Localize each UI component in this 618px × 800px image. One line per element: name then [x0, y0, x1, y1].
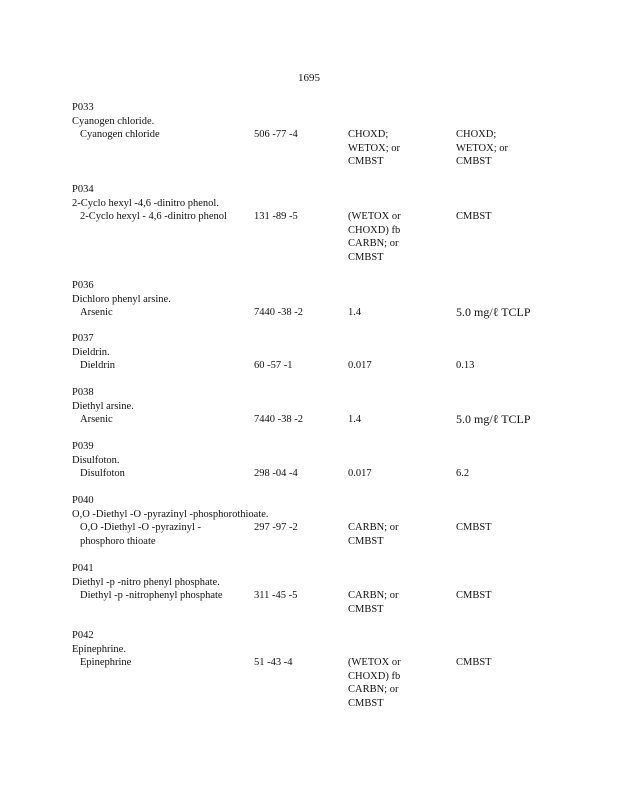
wastewater-standard: CARBN; or CMBST — [348, 590, 399, 615]
wastewater-standard: CHOXD; WETOX; or CMBST — [348, 129, 401, 167]
waste-name: Dieldrin. — [72, 346, 110, 358]
cas-number: 506 -77 -4 — [254, 129, 298, 140]
waste-name: 2-Cyclo hexyl -4,6 -dinitro phenol. — [72, 197, 219, 209]
wastewater-standard: (WETOX or CHOXD) fb CARBN; or CMBST — [348, 657, 401, 709]
waste-name: Epinephrine. — [72, 643, 126, 655]
cas-number: 298 -04 -4 — [254, 468, 298, 479]
nonwastewater-standard: CMBST — [456, 211, 492, 222]
cas-number: 311 -45 -5 — [254, 590, 298, 601]
page-number: 1695 — [298, 72, 320, 84]
waste-name: Cyanogen chloride. — [72, 115, 155, 127]
constituent-name: Epinephrine — [80, 657, 132, 668]
wastewater-standard: 0.017 — [348, 360, 372, 371]
waste-code: P037 — [72, 333, 94, 344]
wastewater-standard: CARBN; or CMBST — [348, 522, 399, 547]
nonwastewater-standard: CMBST — [456, 590, 492, 601]
entry-p036 — [72, 279, 572, 320]
waste-name: Disulfoton. — [72, 454, 120, 466]
entry-p040 — [72, 494, 572, 547]
constituent-name: O,O -Diethyl -O -pyrazinyl - phosphoro thioate — [80, 522, 202, 547]
waste-code: P041 — [72, 563, 94, 574]
waste-name: Dichloro phenyl arsine. — [72, 293, 171, 305]
entry-p034 — [72, 183, 572, 263]
wastewater-standard: 1.4 — [348, 307, 362, 318]
nonwastewater-standard: CHOXD; WETOX; or CMBST — [456, 129, 509, 167]
cas-number: 297 -97 -2 — [254, 522, 298, 533]
entry-p037 — [72, 332, 572, 373]
cas-number: 60 -57 -1 — [254, 360, 293, 371]
wastewater-standard: 0.017 — [348, 468, 372, 479]
waste-name: Diethyl -p -nitro phenyl phosphate. — [72, 576, 220, 588]
constituent-name: Cyanogen chloride — [80, 129, 160, 140]
nonwastewater-standard: 5.0 mg/ℓ TCLP — [456, 305, 531, 319]
constituent-name: 2-Cyclo hexyl - 4,6 -dinitro phenol — [80, 211, 227, 222]
cas-number: 7440 -38 -2 — [254, 414, 303, 425]
constituent-name: Dieldrin — [80, 360, 115, 371]
cas-number: 51 -43 -4 — [254, 657, 293, 668]
waste-code: P038 — [72, 387, 94, 398]
cas-number: 7440 -38 -2 — [254, 307, 303, 318]
nonwastewater-standard: CMBST — [456, 657, 492, 668]
cas-number: 131 -89 -5 — [254, 211, 298, 222]
constituent-name: Arsenic — [80, 307, 113, 318]
wastewater-standard: 1.4 — [348, 414, 362, 425]
entry-p041 — [72, 562, 572, 615]
constituent-name: Arsenic — [80, 414, 113, 425]
entry-p033 — [72, 101, 572, 167]
nonwastewater-standard: CMBST — [456, 522, 492, 533]
waste-name: Diethyl arsine. — [72, 400, 134, 412]
nonwastewater-standard: 6.2 — [456, 468, 470, 479]
constituent-name: Diethyl -p -nitrophenyl phosphate — [80, 590, 223, 601]
entry-p039 — [72, 440, 572, 481]
wastewater-standard: (WETOX or CHOXD) fb CARBN; or CMBST — [348, 211, 401, 263]
nonwastewater-standard: 0.13 — [456, 360, 475, 371]
constituent-name: Disulfoton — [80, 468, 125, 479]
waste-name: O,O -Diethyl -O -pyrazinyl -phosphorothioate. — [72, 508, 269, 520]
waste-code: P039 — [72, 441, 94, 452]
nonwastewater-standard: 5.0 mg/ℓ TCLP — [456, 412, 531, 426]
waste-code: P034 — [72, 184, 94, 195]
waste-code: P036 — [72, 280, 94, 291]
entry-p038 — [72, 386, 572, 427]
waste-code: P033 — [72, 102, 94, 113]
entry-p042 — [72, 629, 572, 709]
waste-code: P040 — [72, 495, 94, 506]
waste-code: P042 — [72, 630, 94, 641]
